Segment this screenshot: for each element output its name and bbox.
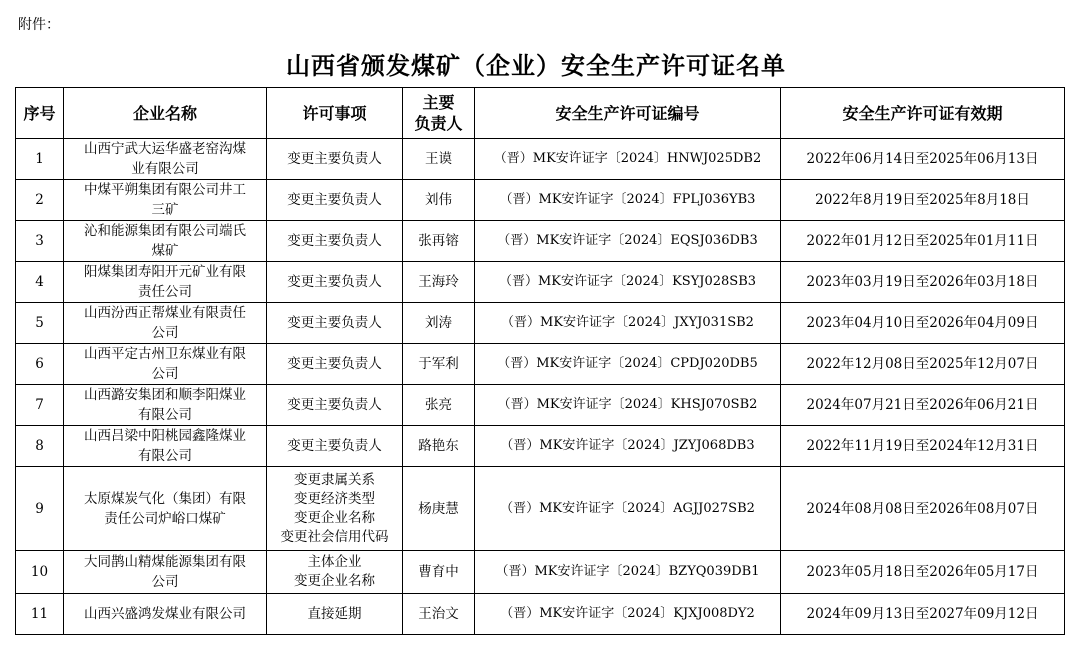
header-code: 安全生产许可证编号 [475, 88, 781, 139]
company-name-line: 煤矿 [151, 243, 179, 259]
row-permit-code: （晋）MK安许证字〔2024〕BZYQ039DB1 [475, 551, 781, 594]
row-permit-code: （晋）MK安许证字〔2024〕KHSJ070SB2 [475, 385, 781, 426]
row-person: 王治文 [403, 594, 475, 635]
matter-line: 变更主要负责人 [287, 273, 382, 290]
table-row [16, 551, 1065, 594]
row-seq: 2 [16, 180, 64, 221]
row-validity: 2022年06月14日至2025年06月13日 [781, 139, 1065, 180]
table-row [16, 467, 1065, 551]
row-permit-code: （晋）MK安许证字〔2024〕CPDJ020DB5 [475, 344, 781, 385]
matter-line: 变更主要负责人 [287, 437, 382, 454]
matter-line: 变更经济类型 [294, 490, 375, 507]
row-matter [267, 180, 403, 221]
row-permit-code: （晋）MK安许证字〔2024〕AGJJ027SB2 [475, 467, 781, 551]
permit-table [15, 87, 1065, 635]
row-validity: 2023年03月19日至2026年03月18日 [781, 262, 1065, 303]
table-row [16, 139, 1065, 180]
table-row [16, 303, 1065, 344]
row-seq: 11 [16, 594, 64, 635]
row-person: 王海玲 [403, 262, 475, 303]
row-seq: 7 [16, 385, 64, 426]
matter-line: 变更主要负责人 [287, 355, 382, 372]
row-company [64, 344, 267, 385]
row-validity: 2023年05月18日至2026年05月17日 [781, 551, 1065, 594]
company-name-line: 责任公司 [138, 284, 192, 300]
row-validity: 2024年09月13日至2027年09月12日 [781, 594, 1065, 635]
row-person: 路艳东 [403, 426, 475, 467]
row-validity: 2023年04月10日至2026年04月09日 [781, 303, 1065, 344]
row-person: 曹育中 [403, 551, 475, 594]
row-person: 刘涛 [403, 303, 475, 344]
row-person: 张再镕 [403, 221, 475, 262]
company-name-line: 太原煤炭气化（集团）有限 [84, 490, 246, 507]
company-name-line: 公司 [151, 366, 179, 382]
company-name-line: 公司 [151, 574, 179, 590]
header-validity: 安全生产许可证有效期 [781, 88, 1065, 139]
row-matter [267, 467, 403, 551]
row-permit-code: （晋）MK安许证字〔2024〕JXYJ031SB2 [475, 303, 781, 344]
company-name-line: 中煤平朔集团有限公司井工 [84, 182, 246, 198]
company-name-line: 公司 [151, 325, 179, 341]
company-name-line: 责任公司炉峪口煤矿 [104, 510, 226, 527]
row-company [64, 180, 267, 221]
matter-line: 变更主要负责人 [287, 396, 382, 413]
header-person [403, 88, 475, 139]
table-row [16, 594, 1065, 635]
row-seq: 3 [16, 221, 64, 262]
document-title: 山西省颁发煤矿（企业）安全生产许可证名单 [286, 52, 786, 80]
company-name-line: 山西汾西正帮煤业有限责任 [84, 305, 246, 321]
row-permit-code: （晋）MK安许证字〔2024〕FPLJ036YB3 [475, 180, 781, 221]
matter-line: 变更主要负责人 [287, 314, 382, 331]
row-permit-code: （晋）MK安许证字〔2024〕JZYJ068DB3 [475, 426, 781, 467]
row-person: 王谟 [403, 139, 475, 180]
table-row [16, 385, 1065, 426]
header-person-line2: 负责人 [414, 114, 463, 133]
matter-line: 变更社会信用代码 [280, 528, 389, 545]
row-permit-code: （晋）MK安许证字〔2024〕KSYJ028SB3 [475, 262, 781, 303]
row-seq: 10 [16, 551, 64, 594]
company-name-line: 山西兴盛鸿发煤业有限公司 [84, 606, 246, 622]
header-matter: 许可事项 [267, 88, 403, 139]
row-permit-code: （晋）MK安许证字〔2024〕HNWJ025DB2 [475, 139, 781, 180]
row-validity: 2024年08月08日至2026年08月07日 [781, 467, 1065, 551]
matter-line: 变更主要负责人 [287, 232, 382, 249]
table-row [16, 221, 1065, 262]
company-name-line: 有限公司 [138, 448, 192, 464]
row-seq: 4 [16, 262, 64, 303]
row-seq: 6 [16, 344, 64, 385]
row-company [64, 303, 267, 344]
row-validity: 2022年11月19日至2024年12月31日 [781, 426, 1065, 467]
company-name-line: 山西吕梁中阳桃园鑫隆煤业 [84, 428, 246, 444]
row-matter [267, 594, 403, 635]
row-person: 张亮 [403, 385, 475, 426]
matter-line: 变更企业名称 [294, 573, 375, 589]
row-permit-code: （晋）MK安许证字〔2024〕KJXJ008DY2 [475, 594, 781, 635]
company-name-line: 有限公司 [138, 407, 192, 423]
row-seq: 5 [16, 303, 64, 344]
row-person: 杨庚慧 [403, 467, 475, 551]
header-person-line1: 主要 [422, 93, 455, 112]
row-person: 于军利 [403, 344, 475, 385]
row-matter [267, 344, 403, 385]
row-company [64, 139, 267, 180]
row-seq: 8 [16, 426, 64, 467]
company-name-line: 山西宁武大运华盛老窑沟煤 [84, 141, 246, 157]
table-body [16, 139, 1065, 635]
matter-line: 主体企业 [307, 554, 362, 570]
row-matter [267, 426, 403, 467]
company-name-line: 业有限公司 [131, 161, 199, 177]
row-company [64, 551, 267, 594]
row-matter [267, 303, 403, 344]
table-row [16, 262, 1065, 303]
company-name-line: 沁和能源集团有限公司端氏 [84, 223, 246, 239]
row-seq: 9 [16, 467, 64, 551]
matter-line: 变更主要负责人 [287, 150, 382, 167]
row-person: 刘伟 [403, 180, 475, 221]
matter-line: 直接延期 [307, 605, 362, 622]
company-name-line: 三矿 [151, 202, 179, 218]
row-matter [267, 385, 403, 426]
row-validity: 2022年01月12日至2025年01月11日 [781, 221, 1065, 262]
company-name-line: 山西平定古州卫东煤业有限 [84, 346, 246, 362]
company-name-line: 大同鹊山精煤能源集团有限 [84, 554, 246, 570]
row-validity: 2024年07月21日至2026年06月21日 [781, 385, 1065, 426]
row-company [64, 426, 267, 467]
row-matter [267, 221, 403, 262]
header-seq: 序号 [16, 88, 64, 139]
row-matter [267, 139, 403, 180]
row-company [64, 221, 267, 262]
matter-line: 变更企业名称 [294, 509, 375, 526]
row-permit-code: （晋）MK安许证字〔2024〕EQSJ036DB3 [475, 221, 781, 262]
row-seq: 1 [16, 139, 64, 180]
row-company [64, 594, 267, 635]
table-header-row [16, 88, 1065, 139]
header-company: 企业名称 [64, 88, 267, 139]
row-validity: 2022年12月08日至2025年12月07日 [781, 344, 1065, 385]
table-row [16, 344, 1065, 385]
matter-line: 变更主要负责人 [287, 191, 382, 208]
row-validity: 2022年8月19日至2025年8月18日 [781, 180, 1065, 221]
row-matter [267, 551, 403, 594]
row-matter [267, 262, 403, 303]
row-company [64, 467, 267, 551]
company-name-line: 山西潞安集团和顺李阳煤业 [84, 387, 246, 403]
matter-line: 变更隶属关系 [294, 471, 375, 488]
table-row [16, 426, 1065, 467]
table-row [16, 180, 1065, 221]
attachment-label: 附件： [18, 17, 60, 33]
row-company [64, 262, 267, 303]
company-name-line: 阳煤集团寿阳开元矿业有限 [84, 264, 246, 280]
row-company [64, 385, 267, 426]
